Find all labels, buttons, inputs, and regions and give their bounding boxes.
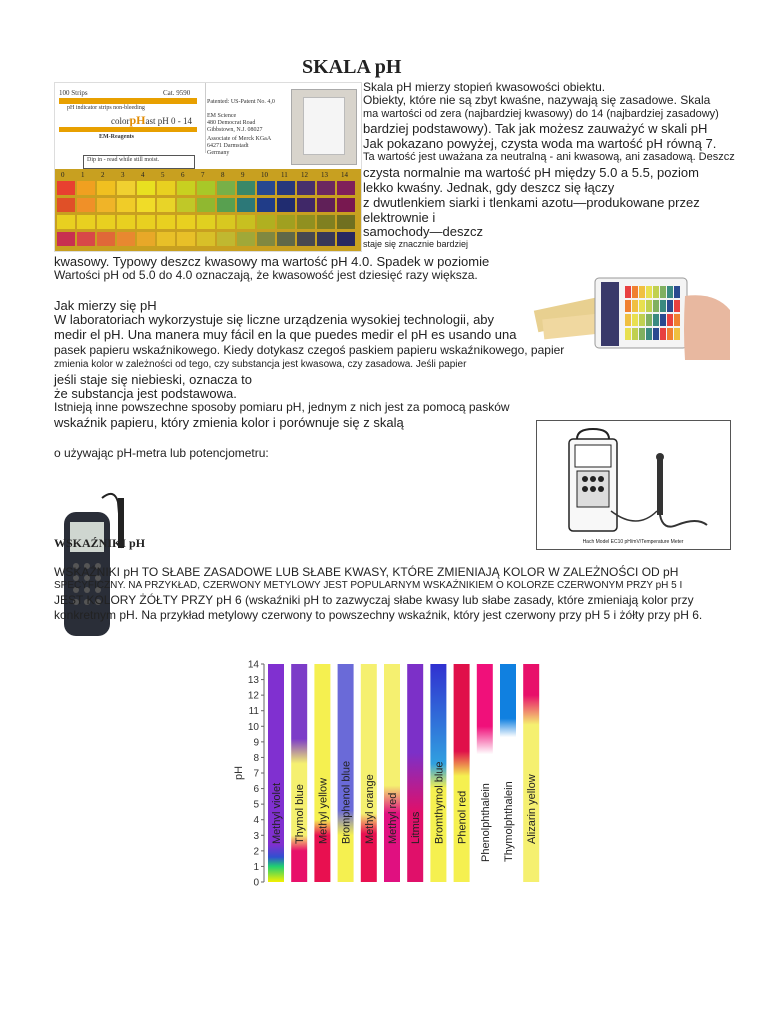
indicator-bar [361, 664, 377, 882]
color-swatch [297, 198, 315, 212]
color-swatch [137, 232, 155, 246]
text-line-22: Istnieją inne powszechne sposoby pomiaru pH, jednym z nich jest za pomocą pasków [54, 400, 510, 414]
color-swatch [317, 198, 335, 212]
section-heading-indicators: WSKAŹNIKI pH [54, 536, 146, 550]
color-swatch [237, 232, 255, 246]
color-swatch [317, 215, 335, 229]
color-swatch [177, 181, 195, 195]
color-swatch [257, 232, 275, 246]
box-brand: EM-Reagents [99, 134, 134, 140]
y-tick-label: 13 [247, 675, 259, 687]
color-swatch [77, 198, 95, 212]
strip-swatch [632, 300, 638, 312]
indicator-label: Methyl yellow [317, 777, 330, 844]
scale-label: 1 [81, 171, 85, 179]
color-swatch [57, 181, 75, 195]
text-line-14: Wartości pH od 5.0 do 4.0 oznaczają, że kwasowość jest dziesięć razy większa. [54, 268, 478, 282]
strip-swatch [667, 286, 673, 298]
strip-swatch [639, 314, 645, 326]
strip-swatch [653, 300, 659, 312]
color-swatch [57, 232, 75, 246]
strip-swatch [667, 328, 673, 340]
indicator-label: Methyl red [387, 792, 399, 844]
y-tick-label: 6 [253, 784, 259, 796]
indicator-label: Methyl violet [271, 782, 283, 844]
color-swatch [97, 232, 115, 246]
color-swatch [197, 181, 215, 195]
text-line-28: JEST KOLORY ŻÓŁTY PRZY pH 6 (wskaźniki pH to zazwyczaj słabe kwasy lub słabe zasady, które zmieniają kolor przy [54, 593, 694, 607]
indicator-bar [268, 664, 284, 882]
ph-box-image [54, 82, 362, 252]
strip-swatch [632, 286, 638, 298]
box-cat: Cat. 9590 [163, 89, 191, 97]
y-tick-label: 0 [253, 877, 259, 889]
text-line-12: staje się znacznie bardziej [363, 239, 469, 249]
color-swatch [117, 181, 135, 195]
color-swatch [277, 232, 295, 246]
color-swatch [237, 198, 255, 212]
indicator-bar [407, 664, 423, 882]
text-line-26: WSKAŹNIKI pH TO SŁABE ZASADOWE LUB SŁABE KWASY, KTÓRE ZMIENIAJĄ KOLOR W ZALEŻNOŚCI OD pH [54, 565, 679, 579]
ph-meter-image [536, 420, 731, 550]
color-swatch [177, 198, 195, 212]
box-line1: pH indicator strips non-bleeding [67, 105, 145, 111]
color-swatch [197, 215, 215, 229]
color-swatch [137, 198, 155, 212]
box-logo: colorpHast pH 0 - 14 [111, 113, 193, 127]
color-swatch [217, 198, 235, 212]
text-line-3: ma wartości od zera (najbardziej kwasowy) do 14 (najbardziej zasadowy) [363, 108, 719, 120]
scale-label: 14 [341, 171, 348, 179]
scale-label: 9 [241, 171, 245, 179]
color-swatch [77, 215, 95, 229]
box-company-2: 480 Democrat Road [207, 120, 256, 126]
text-line-18: pasek papieru wskaźnikowego. Kiedy dotykasz czegoś paskiem papieru wskaźnikowego, papier [54, 343, 565, 357]
box-company-5: 64271 Darmstadt [207, 143, 249, 149]
text-line-17: medir el pH. Una manera muy fácil en la que puedes medir el pH es usando una [54, 327, 517, 342]
color-swatch [337, 215, 355, 229]
indicator-bar [314, 664, 330, 882]
indicator-label: Litmus [410, 811, 423, 844]
color-swatch [257, 198, 275, 212]
text-line-19: zmienia kolor w zależności od tego, czy substancja jest kwasowa, czy zasadowa. Jeśli papier [54, 359, 467, 370]
color-swatch [197, 232, 215, 246]
meter-caption: Hach Model EC10 pH/mV/Temperature Meter [582, 539, 684, 545]
y-tick-label: 11 [248, 706, 259, 718]
strip-swatch [674, 314, 680, 326]
indicator-label: Phenolphthalein [479, 783, 492, 862]
indicator-label: Bromthymol blue [433, 761, 446, 844]
color-swatch [337, 198, 355, 212]
text-line-7: czysta normalnie ma wartość pH między 5.0 a 5.5, poziom [363, 165, 699, 180]
strip-swatch [639, 286, 645, 298]
text-line-16: W laboratoriach wykorzystuje się liczne urządzenia wysokiej technologii, aby [54, 312, 495, 327]
strip-swatch [660, 314, 666, 326]
color-swatch [77, 232, 95, 246]
scale-label: 3 [121, 171, 125, 179]
scale-label: 6 [181, 171, 185, 179]
color-swatch [337, 181, 355, 195]
color-swatch [137, 181, 155, 195]
color-swatch [57, 215, 75, 229]
color-swatch [97, 181, 115, 195]
y-tick-label: 8 [253, 752, 259, 764]
text-line-4: bardziej podstawowy). Tak jak możesz zauważyć w skali pH [363, 121, 708, 136]
strip-swatch [667, 300, 673, 312]
text-line-11: samochody—deszcz [363, 224, 483, 239]
color-swatch [157, 215, 175, 229]
text-line-20: jeśli staje się niebieski, oznacza to [54, 372, 252, 387]
color-swatch [277, 181, 295, 195]
box-strips: 100 Strips [59, 89, 88, 97]
color-swatch [97, 215, 115, 229]
text-line-27: SPECYFICZNY. NA PRZYKŁAD, CZERWONY METYLOWY JEST POPULARNYM WSKAŹNIKIEM O KOLORZE CZERWONYM PRZY pH 5 I [54, 580, 683, 591]
y-tick-label: 3 [253, 830, 259, 842]
indicator-label: Bromphenol blue [340, 760, 353, 844]
strip-swatch [639, 300, 645, 312]
color-scale [55, 169, 361, 251]
color-swatch [117, 198, 135, 212]
y-tick-label: 4 [253, 815, 259, 827]
text-line-6: Ta wartość jest uważana za neutralną - ani kwasową, ani zasadową. Deszcz [363, 151, 735, 163]
strip-swatch [625, 328, 631, 340]
y-tick-label: 2 [253, 846, 259, 858]
strip-swatch [660, 328, 666, 340]
strip-swatch [667, 314, 673, 326]
color-swatch [297, 181, 315, 195]
strip-swatch [674, 328, 680, 340]
strip-swatch [625, 286, 631, 298]
y-tick-label: 7 [253, 768, 259, 780]
y-tick-label: 14 [247, 659, 259, 671]
y-tick-label: 9 [253, 737, 259, 749]
color-swatch [77, 181, 95, 195]
scale-label: 13 [321, 171, 328, 179]
box-patented: Patented: US-Patent No. 4,0 [207, 99, 275, 105]
strip-swatch [660, 300, 666, 312]
text-line-24: o używając pH-metra lub potencjometru: [54, 446, 269, 460]
y-tick-label: 12 [247, 690, 259, 702]
text-line-1: Skala pH mierzy stopień kwasowości obiektu. [363, 80, 606, 94]
strip-swatch [632, 328, 638, 340]
color-swatch [337, 232, 355, 246]
indicator-label: Thymol blue [294, 784, 307, 844]
color-swatch [117, 215, 135, 229]
color-swatch [217, 215, 235, 229]
indicator-label: Thymolphthalein [503, 781, 515, 862]
strip-swatch [639, 328, 645, 340]
text-line-21: że substancja jest podstawowa. [54, 386, 237, 401]
color-swatch [97, 198, 115, 212]
color-swatch [157, 198, 175, 212]
text-line-29: konkretnym pH. Na przykład metylowy czerwony to powszechny wskaźnik, który jest czerwony przy pH 5 i żółty przy pH 6. [54, 608, 703, 622]
color-swatch [297, 215, 315, 229]
scale-label: 10 [261, 171, 268, 179]
indicator-label: Phenol red [456, 790, 469, 844]
scale-label: 8 [221, 171, 225, 179]
text-line-23: wskaźnik papieru, który zmienia kolor i porównuje się z skalą [54, 415, 404, 430]
box-company-6: Germany [207, 150, 230, 156]
color-swatch [237, 215, 255, 229]
color-swatch [197, 198, 215, 212]
color-swatch [177, 232, 195, 246]
color-swatch [277, 215, 295, 229]
ph-indicator-chart [233, 654, 556, 894]
box-company-1: EM Science [207, 113, 237, 119]
color-swatch [157, 181, 175, 195]
y-tick-label: 10 [247, 721, 259, 733]
text-line-2: Obiekty, które nie są zbyt kwaśne, nazywają się zasadowe. Skala [363, 93, 711, 107]
box-company-3: Gibbstown, N.J. 08027 [207, 127, 263, 133]
page-title: SKALA pH [302, 56, 402, 78]
scale-label: 0 [61, 171, 65, 179]
indicator-label: Methyl orange [363, 774, 376, 844]
color-swatch [57, 198, 75, 212]
color-swatch [317, 181, 335, 195]
color-swatch [237, 181, 255, 195]
text-line-5: Jak pokazano powyżej, czysta woda ma wartość pH równą 7. [363, 136, 717, 151]
strip-swatch [646, 314, 652, 326]
strip-swatch [632, 314, 638, 326]
text-line-8: lekko kwaśny. Jednak, gdy deszcz się łączy [363, 180, 615, 195]
color-swatch [257, 215, 275, 229]
scale-label: 2 [101, 171, 105, 179]
text-line-10: elektrownie i [363, 210, 436, 225]
strip-swatch [660, 286, 666, 298]
box-dip: Dip in - read while still moist. [87, 157, 160, 163]
color-swatch [257, 181, 275, 195]
color-swatch [217, 232, 235, 246]
strip-swatch [674, 286, 680, 298]
scale-label: 7 [201, 171, 205, 179]
color-swatch [297, 232, 315, 246]
color-swatch [317, 232, 335, 246]
section-heading-measure: Jak mierzy się pH [54, 298, 157, 313]
color-swatch [217, 181, 235, 195]
y-tick-label: 5 [253, 799, 259, 811]
indicator-bar [454, 664, 470, 882]
text-line-13: kwasowy. Typowy deszcz kwasowy ma wartość pH 4.0. Spadek w poziomie [54, 254, 490, 269]
indicator-label: Alizarin yellow [526, 774, 539, 844]
indicator-bar [523, 664, 539, 882]
strip-swatch [646, 300, 652, 312]
strip-swatch [674, 300, 680, 312]
color-swatch [137, 215, 155, 229]
color-swatch [157, 232, 175, 246]
strip-swatch [653, 314, 659, 326]
color-swatch [117, 232, 135, 246]
y-tick-label: 1 [253, 861, 259, 873]
strip-swatch [653, 286, 659, 298]
box-company-4: Associate of Merck KGaA [207, 136, 272, 142]
strip-swatch [653, 328, 659, 340]
text-line-9: z dwutlenkiem siarki i tlenkami azotu—produkowane przez [363, 195, 700, 210]
scale-label: 5 [161, 171, 165, 179]
strip-swatch [646, 328, 652, 340]
y-axis-label: pH [233, 765, 245, 781]
indicator-bar [384, 664, 400, 882]
scale-label: 12 [301, 171, 308, 179]
color-swatch [177, 215, 195, 229]
scale-label: 11 [281, 171, 288, 179]
scale-label: 4 [141, 171, 145, 179]
strip-swatch [625, 314, 631, 326]
indicator-bar [291, 664, 307, 882]
color-swatch [277, 198, 295, 212]
strip-swatch [646, 286, 652, 298]
strip-swatch [625, 300, 631, 312]
